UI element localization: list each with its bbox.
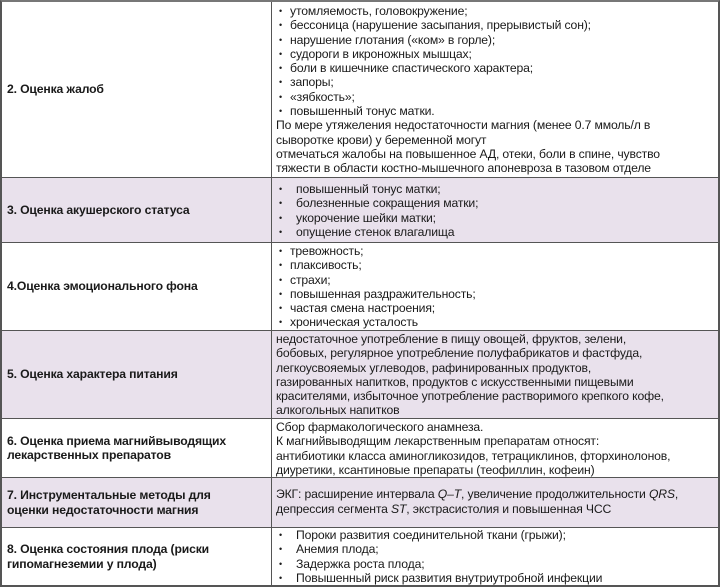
list-item-text: тревожность;: [290, 244, 364, 258]
paragraph-line: отмечаться жалобы на повышенное АД, отеки, боли в спине, чувство: [276, 146, 660, 161]
table-row-emotional-state: [2, 242, 718, 330]
row-label-text: 8. Оценка состояния плода (риски: [7, 542, 210, 557]
bullet-icon: •: [279, 77, 283, 88]
row-content: [272, 178, 718, 242]
list-item-text: Пороки развития соединительной ткани (грыжи);: [296, 528, 566, 542]
bullet-icon: •: [279, 6, 283, 16]
paragraph-line: К магнийвыводящим лекарственным препаратам относят:: [276, 434, 600, 449]
paragraph-line: сыворотке крови) у беременной могут: [276, 132, 487, 147]
row-label-text: оценки недостаточности магния: [7, 502, 199, 517]
list-item-text: Задержка роста плода;: [296, 556, 425, 571]
list-item: [276, 542, 712, 556]
list-item: [276, 571, 712, 585]
table-row-nutrition: [2, 330, 718, 418]
list-item-text: частая смена настроения;: [290, 301, 436, 316]
list-item: [276, 244, 712, 258]
ecg-line-1: [276, 487, 712, 501]
list-item-text: нарушение глотания («ком» в горле);: [290, 32, 496, 47]
list-item: [276, 33, 712, 47]
list-item-text: повышенный тонус матки.: [290, 104, 435, 119]
list-item: [276, 18, 712, 32]
list-item: [276, 315, 712, 329]
bullet-icon: •: [279, 530, 283, 540]
list-item-text: укорочение шейки матки;: [296, 210, 436, 225]
list-item-text: бессоница (нарушение засыпания, прерывистый сон);: [290, 18, 591, 33]
bullet-icon: •: [279, 317, 283, 328]
list-item-text: страхи;: [290, 272, 331, 287]
list-item: [276, 47, 712, 61]
row-content: [272, 478, 718, 527]
list-item: [276, 104, 712, 118]
paragraph-line: антибиотики класса аминогликозидов, тетрациклинов, фторхинолонов,: [276, 448, 671, 463]
text: депрессия сегмента: [276, 501, 391, 516]
list-item-text: повышенная раздражительность;: [290, 286, 476, 301]
bullet-icon: •: [279, 558, 283, 569]
row-content: [272, 331, 718, 418]
list-item: [276, 225, 712, 239]
paragraph-line: алкогольных напитков: [276, 403, 400, 418]
bullet-icon: •: [279, 91, 283, 102]
row-label-text: гипомагнеземии у плода): [7, 556, 157, 571]
paragraph-line: красителями, избыточное употребление растворимого крепкого кофе,: [276, 389, 664, 404]
bullet-icon: •: [279, 544, 283, 555]
list-item-text: судороги в икроножных мышцах;: [290, 46, 472, 61]
qrs-complex: QRS: [648, 487, 675, 502]
table-row-fetal-state: [2, 527, 718, 585]
bullet-icon: •: [279, 198, 283, 209]
bullet-icon: •: [279, 63, 283, 74]
bullet-icon: •: [279, 106, 283, 117]
row-content: [272, 243, 718, 330]
bullet-icon: •: [279, 260, 283, 271]
list-item: [276, 273, 712, 287]
qt-interval: Q–T: [437, 487, 462, 502]
list-item-text: «зябкость»;: [290, 89, 355, 104]
row-label-text: 6. Оценка приема магнийвыводящих: [7, 433, 227, 448]
bullet-icon: •: [279, 20, 283, 31]
bullet-icon: •: [279, 226, 283, 237]
list-item-text: утомляемость, головокружение;: [290, 4, 468, 18]
table-row-instrumental-methods: [2, 477, 718, 527]
list-item: [276, 557, 712, 571]
row-label-text: 2. Оценка жалоб: [7, 82, 104, 97]
list-item-text: плаксивость;: [290, 258, 362, 273]
paragraph-line: тяжести в области костно-мышечного апоневроза в тазовом отделе: [276, 161, 651, 176]
paragraph-line: диуретики, ксантиновые препараты (теофиллин, кофеин): [276, 462, 595, 477]
paragraph-line: По мере утяжеления недостаточности магния (менее 0.7 ммоль/л в: [276, 118, 651, 133]
text: , увеличение продолжительности: [461, 487, 649, 502]
list-item-text: Повышенный риск развития внутриутробной инфекции: [296, 570, 603, 585]
bullet-icon: •: [279, 303, 283, 314]
list-item: [276, 4, 712, 18]
paragraph-line: Сбор фармакологического анамнеза.: [276, 420, 484, 434]
row-label: [2, 243, 272, 330]
list-item: [276, 301, 712, 315]
list-item-text: повышенный тонус матки;: [296, 182, 441, 196]
table-row-complaints: [2, 2, 718, 177]
list-item-text: опущение стенок влагалища: [296, 224, 455, 239]
ecg-line-2: [276, 502, 712, 516]
row-label: [2, 331, 272, 418]
paragraph-line: газированных напитков, продуктов с искусственными пищевыми: [276, 374, 634, 389]
st-segment: ST: [391, 501, 407, 516]
list-item-text: Анемия плода;: [296, 542, 379, 557]
bullet-icon: •: [279, 48, 283, 59]
row-label: [2, 419, 272, 477]
row-content: [272, 528, 718, 585]
table-row-obstetric-status: [2, 177, 718, 242]
list-item: [276, 182, 712, 196]
bullet-icon: •: [279, 246, 283, 256]
bullet-icon: •: [279, 274, 283, 285]
list-item: [276, 211, 712, 225]
list-item-text: боли в кишечнике спастического характера;: [290, 61, 534, 76]
row-label-text: лекарственных препаратов: [7, 448, 171, 462]
text: ЭКГ: расширение интервала: [276, 487, 438, 502]
bullet-icon: •: [279, 34, 283, 45]
list-item: [276, 90, 712, 104]
row-label-text: 5. Оценка характера питания: [7, 367, 178, 382]
row-content: [272, 419, 718, 477]
row-label: [2, 528, 272, 585]
list-item-text: запоры;: [290, 75, 334, 90]
paragraph-line: бобовых, регулярное употребление полуфабрикатов и фастфуда,: [276, 346, 643, 361]
row-content: [272, 2, 718, 177]
row-label-text: 4.Оценка эмоционального фона: [7, 279, 198, 294]
row-label: [2, 178, 272, 242]
row-label-text: 3. Оценка акушерского статуса: [7, 202, 190, 217]
list-item: [276, 287, 712, 301]
bullet-icon: •: [279, 572, 283, 583]
list-item-text: болезненные сокращения матки;: [296, 196, 479, 211]
text: ,: [674, 487, 679, 502]
list-item: [276, 528, 712, 542]
list-item: [276, 258, 712, 272]
bullet-icon: •: [279, 212, 283, 223]
table-row-drugs: [2, 418, 718, 477]
paragraph-line: легкоусвояемых углеводов, рафинированных продуктов,: [276, 360, 592, 375]
list-item-text: хроническая усталость: [290, 315, 418, 330]
list-item: [276, 61, 712, 75]
bullet-icon: •: [279, 184, 283, 194]
row-label-text: 7. Инструментальные методы для: [7, 488, 211, 503]
list-item: [276, 75, 712, 89]
bullet-icon: •: [279, 288, 283, 299]
row-label: [2, 478, 272, 527]
list-item: [276, 196, 712, 210]
text: , экстрасистолия и повышенная ЧСС: [406, 501, 612, 516]
row-label: [2, 2, 272, 177]
paragraph-line: недостаточное употребление в пищу овощей, фруктов, зелени,: [276, 332, 627, 346]
